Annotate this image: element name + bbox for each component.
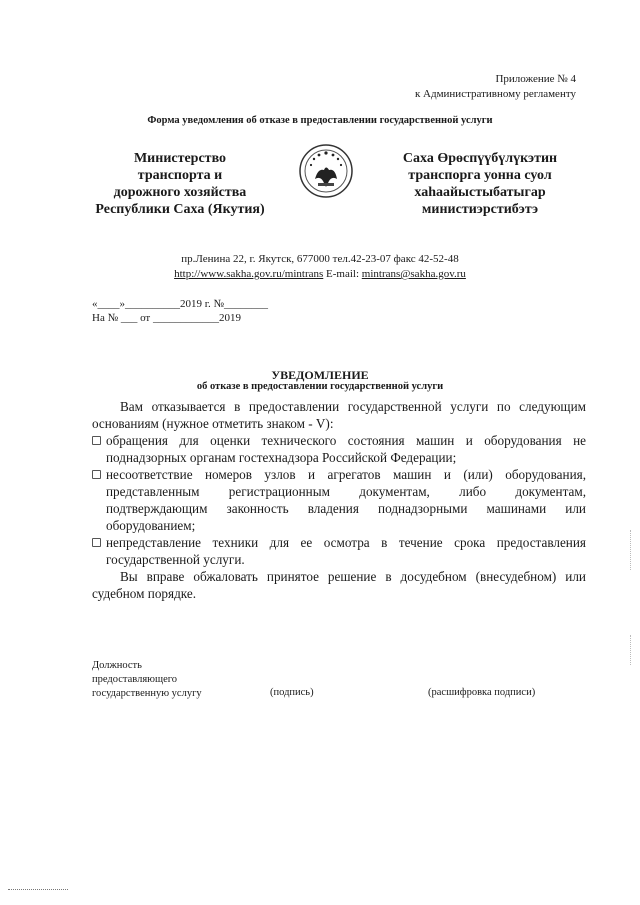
ministry-ru-line: Республики Саха (Якутия) [95,202,265,217]
refusal-reason-text: обращения для оценки технического состояния машин и оборудования не поднадзорных органам гостехнадзора Российской Федерации; [106,433,586,465]
ministry-ru-line: транспорта и [137,168,223,183]
web-email-line [0,267,640,282]
reference-number: На № ___ от ____________2019 [92,312,241,324]
refusal-reason-text: непредставление техники для ее осмотра в течение срока предоставления государственной услуги. [106,535,586,567]
ministry-name-sakha [385,150,575,218]
outgoing-date-number: «____»__________2019 г. №________ [92,298,269,310]
position-line: Должность [92,660,142,671]
date-number-block [92,297,268,325]
ministry-sakha-line: Саха Өрөспүүбүлүкэтин [402,151,558,166]
notice-body [92,398,586,602]
appeal-notice: Вы вправе обжаловать принятое решение в досудебном (внесудебном) или судебном порядке. [92,569,586,601]
ministry-sakha-line: транспорга уонна суол [408,168,552,183]
margin-mark [630,635,634,665]
form-title: Форма уведомления об отказе в предоставлении государственной услуги [147,115,493,126]
checkbox-icon[interactable] [92,538,101,547]
refusal-reason-text: несоответствие номеров узлов и агрегатов машин и (или) оборудования, представленным регистрационным документам, либо документам, подтверждающим законность владения поднадзорными машинами или оборудованием; [106,467,586,533]
annex-reference [415,72,576,102]
signature-decode-label: (расшифровка подписи) [428,687,536,698]
coat-of-arms-emblem [298,143,354,199]
email-label: E-mail: [326,268,360,280]
margin-mark [630,530,634,570]
notice-title: УВЕДОМЛЕНИЕ [271,368,369,382]
checkbox-icon[interactable] [92,470,101,479]
official-position [92,659,202,701]
position-line: предоставляющего [92,674,178,685]
annex-regulation: к Административному регламенту [414,88,576,100]
position-line: государственную услугу [92,688,202,699]
refusal-reason-item [92,466,586,534]
ministry-sakha-line: хаһаайыстыбатыгар [414,185,546,200]
refusal-reason-item [92,432,586,466]
refusal-reason-item [92,534,586,568]
ministry-ru-line: Министерство [133,151,227,166]
address-line: пр.Ленина 22, г. Якутск, 677000 тел.42-23-07 факс 42-52-48 [181,253,459,265]
contact-address [0,252,640,282]
ministry-ru-line: дорожного хозяйства [113,185,247,200]
ministry-sakha-line: министиэрстибэтэ [421,202,539,217]
checkbox-icon[interactable] [92,436,101,445]
signature-label: (подпись) [270,687,314,698]
ministry-name-russian [80,150,280,218]
email-link[interactable]: mintrans@sakha.gov.ru [361,268,466,280]
annex-number: Приложение № 4 [495,73,576,85]
page-divider [8,889,68,890]
notice-intro: Вам отказывается в предоставлении государственной услуги по следующим основаниям (нужное отметить знаком - V): [92,399,586,431]
website-link[interactable]: http://www.sakha.gov.ru/mintrans [174,268,324,280]
notice-subtitle: об отказе в предоставлении государственной услуги [196,381,444,392]
